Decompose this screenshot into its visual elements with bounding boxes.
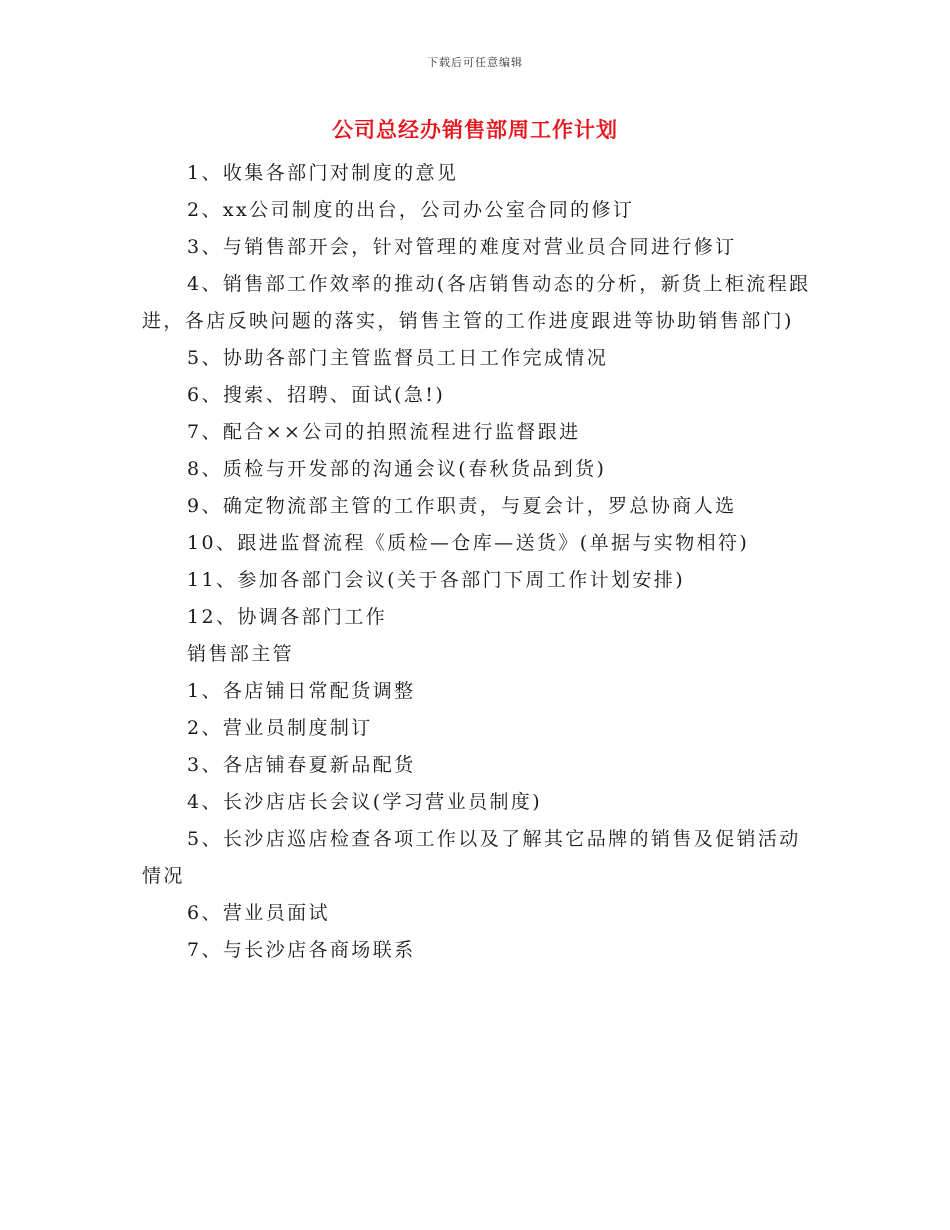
header-note: 下载后可任意编辑 xyxy=(427,56,523,69)
paragraph: 8、质检与开发部的沟通会议(春秋货品到货) xyxy=(187,458,607,480)
paragraph: 1、收集各部门对制度的意见 xyxy=(187,162,459,184)
paragraph: 4、长沙店店长会议(学习营业员制度) xyxy=(187,791,543,813)
paragraph: 7、与长沙店各商场联系 xyxy=(187,939,416,961)
paragraph: 3、与销售部开会，针对管理的难度对营业员合同进行修订 xyxy=(187,236,737,258)
paragraph: 4、销售部工作效率的推动(各店销售动态的分析，新货上柜流程跟进，各店反映问题的落实，销售主管的工作进度跟进等协助销售部门) xyxy=(142,273,811,332)
paragraph: 5、协助各部门主管监督员工日工作完成情况 xyxy=(187,347,609,369)
paragraph: 11、参加各部门会议(关于各部门下周工作计划安排) xyxy=(187,569,686,591)
paragraph: 6、营业员面试 xyxy=(187,902,330,924)
paragraph: 2、xx公司制度的出台，公司办公室合同的修订 xyxy=(187,199,635,221)
paragraph: 10、跟进监督流程《质检—仓库—送货》(单据与实物相符) xyxy=(187,532,750,554)
paragraph: 1、各店铺日常配货调整 xyxy=(187,680,416,702)
document-title: 公司总经办销售部周工作计划 xyxy=(332,117,618,142)
paragraph: 7、配合××公司的拍照流程进行监督跟进 xyxy=(187,421,581,443)
paragraph: 9、确定物流部主管的工作职责，与夏会计，罗总协商人选 xyxy=(187,495,737,517)
document-body xyxy=(142,155,814,969)
paragraph: 5、长沙店巡店检查各项工作以及了解其它品牌的销售及促销活动情况 xyxy=(142,828,801,887)
section-heading: 销售部主管 xyxy=(187,643,295,665)
paragraph: 3、各店铺春夏新品配货 xyxy=(187,754,416,776)
paragraph: 2、营业员制度制订 xyxy=(187,717,373,739)
paragraph: 6、搜索、招聘、面试(急!) xyxy=(187,384,446,406)
paragraph: 12、协调各部门工作 xyxy=(187,606,388,628)
